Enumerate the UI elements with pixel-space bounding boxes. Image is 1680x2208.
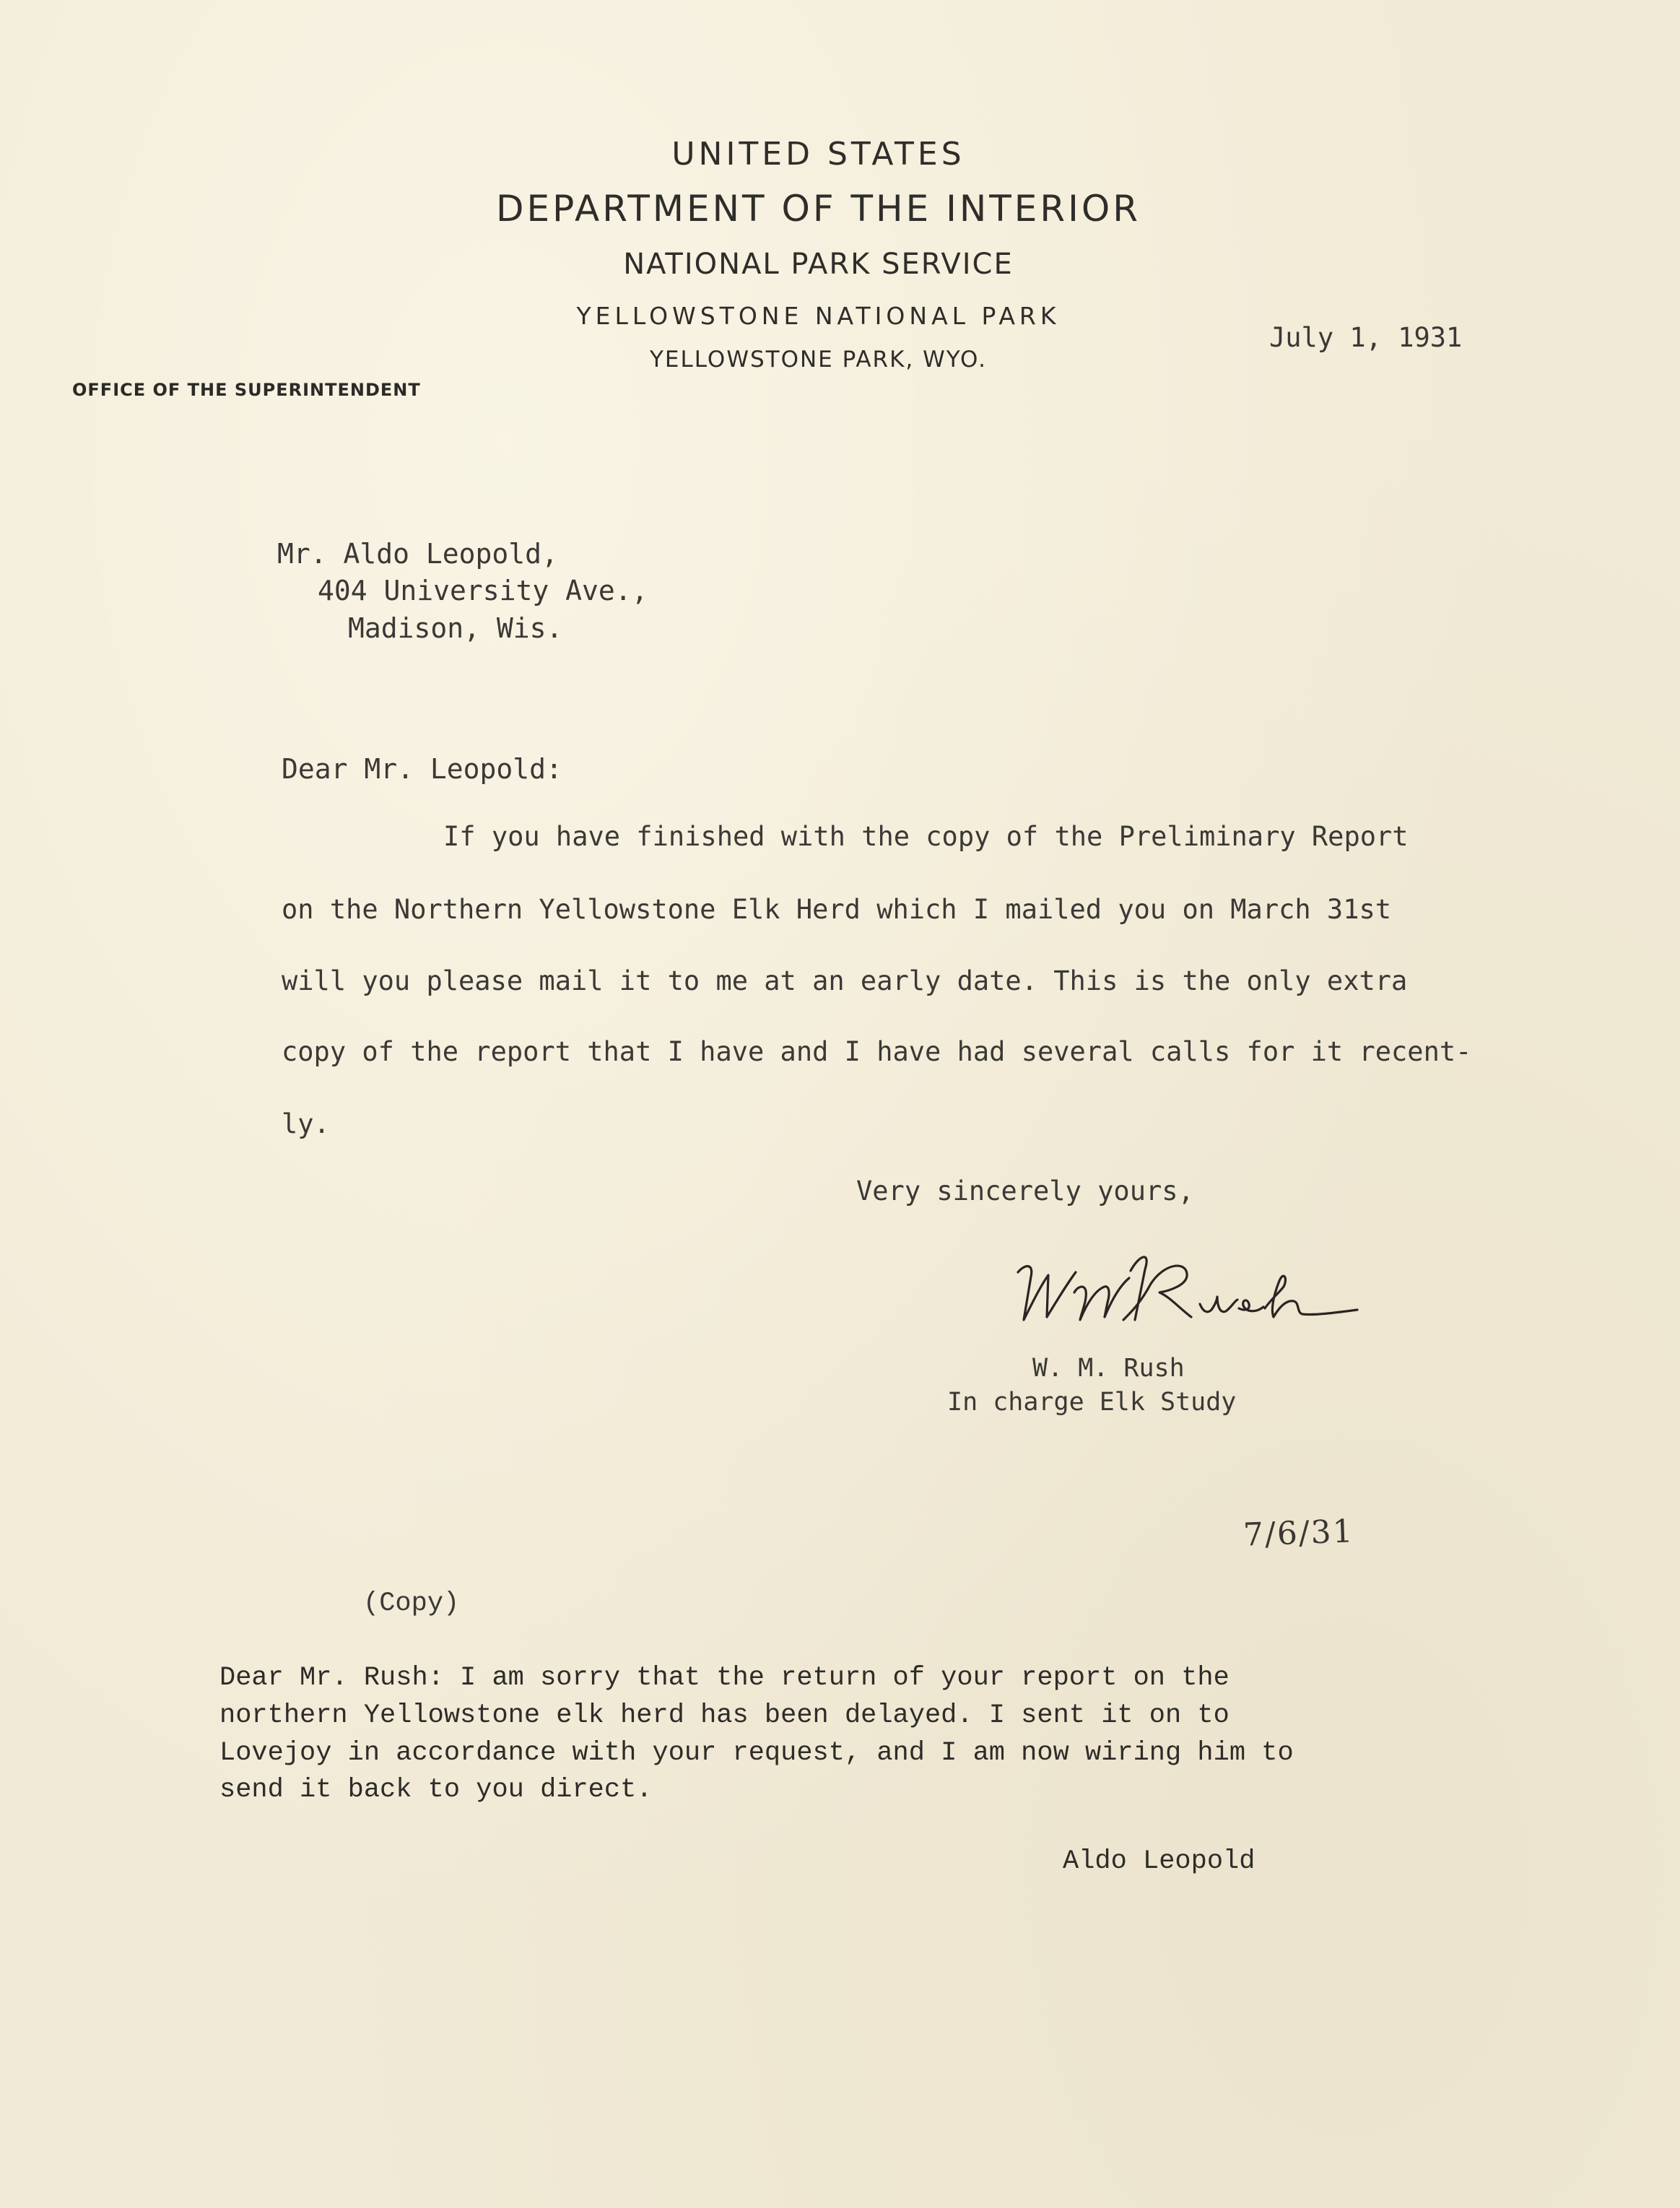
letter-body-line: If you have finished with the copy of the Preliminary Report (443, 821, 1409, 852)
letter-body-line: on the Northern Yellowstone Elk Herd which I mailed you on March 31st (282, 894, 1392, 925)
letterhead-department: DEPARTMENT OF THE INTERIOR (496, 188, 1141, 230)
handwritten-signature (996, 1242, 1372, 1336)
copy-label: (Copy) (363, 1588, 460, 1619)
signer-name: W. M. Rush (1032, 1354, 1185, 1383)
recipient-address-line: 404 University Ave., (318, 575, 648, 607)
letter-salutation: Dear Mr. Leopold: (282, 753, 562, 785)
letterhead-country: UNITED STATES (671, 136, 965, 173)
letterhead-park: YELLOWSTONE NATIONAL PARK (576, 302, 1061, 330)
reply-body-line: Lovejoy in accordance with your request, and I am now wiring him to (219, 1738, 1294, 1768)
letter-date: July 1, 1931 (1269, 322, 1463, 353)
letterhead-office: OFFICE OF THE SUPERINTENDENT (72, 380, 421, 400)
recipient-address-line: Madison, Wis. (348, 612, 563, 644)
reply-signer: Aldo Leopold (1063, 1846, 1255, 1877)
letter-body-line: will you please mail it to me at an early date. This is the only extra (282, 965, 1408, 996)
letterhead-location: YELLOWSTONE PARK, WYO. (649, 347, 988, 373)
letter-closing: Very sincerely yours, (856, 1175, 1194, 1207)
letter-body-line: ly. (282, 1108, 330, 1139)
handwritten-date: 7/6/31 (1242, 1513, 1355, 1554)
reply-body-line: send it back to you direct. (219, 1775, 653, 1805)
letterhead-service: NATIONAL PARK SERVICE (623, 248, 1014, 281)
recipient-address-line: Mr. Aldo Leopold, (277, 538, 558, 570)
reply-body-line: Dear Mr. Rush: I am sorry that the return of your report on the (219, 1663, 1229, 1693)
reply-body-line: northern Yellowstone elk herd has been delayed. I sent it on to (219, 1700, 1229, 1731)
letter-body-line: copy of the report that I have and I have had several calls for it recent- (282, 1036, 1472, 1067)
signer-title: In charge Elk Study (947, 1388, 1237, 1417)
